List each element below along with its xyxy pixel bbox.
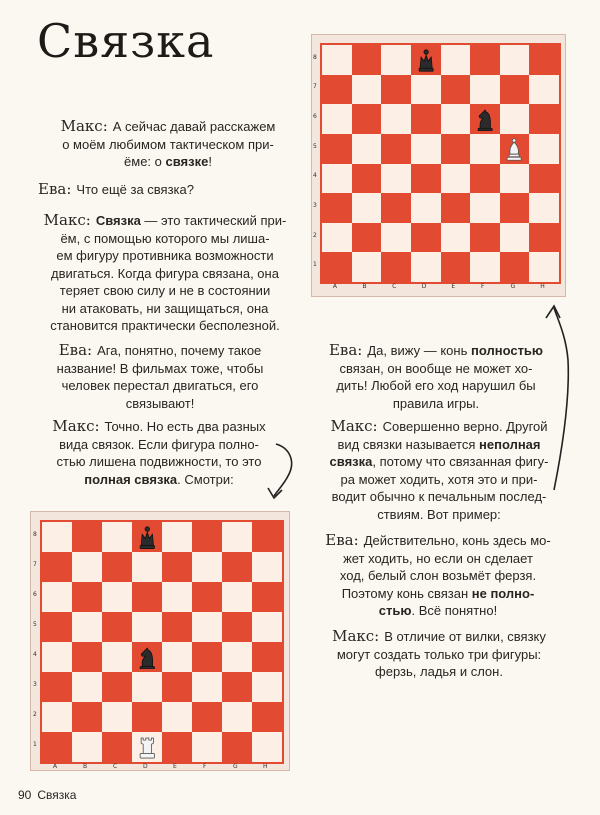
square-g5 [500,134,530,164]
square-f5 [470,134,500,164]
square-b6 [72,582,102,612]
rank-label: 2 [33,711,37,718]
square-e2 [162,702,192,732]
black-knight-icon [470,104,500,134]
square-c7 [102,552,132,582]
square-f8 [192,522,222,552]
square-g6 [222,582,252,612]
square-e7 [441,75,471,105]
square-h3 [529,193,559,223]
square-a1 [322,252,352,282]
file-label: F [480,283,485,290]
page-title: Связка [37,14,215,68]
rank-label: 5 [313,142,317,150]
file-label: F [203,763,207,770]
dialog-max-4: Макс: Совершенно верно. Другой вид связки называется неполная связка, потому что связанная фигу- ра может ходить, хотя это и при- водит обычно к печальным послед- ствиям. Вот пример: [329,417,549,522]
rank-label: 3 [33,681,37,688]
dialog-max-1: Макс: А сейчас давай расскажем о моём любимом тактическом при- ёме: о связке! [60,117,276,169]
square-d8 [411,45,441,75]
square-e1 [441,252,471,282]
square-e5 [441,134,471,164]
rank-label: 3 [313,201,317,209]
square-d5 [411,134,441,164]
file-label: C [392,283,397,290]
square-f7 [470,75,500,105]
file-label: E [451,283,456,290]
square-a5 [322,134,352,164]
square-h8 [252,522,282,552]
square-a7 [322,75,352,105]
square-g3 [500,193,530,223]
square-d6 [132,582,162,612]
square-a4 [42,642,72,672]
square-g4 [500,164,530,194]
square-h3 [252,672,282,702]
square-e1 [162,732,192,762]
square-g8 [222,522,252,552]
file-label: C [113,763,118,770]
square-a6 [42,582,72,612]
file-label: G [233,763,238,770]
square-c2 [102,702,132,732]
square-a4 [322,164,352,194]
square-g3 [222,672,252,702]
rank-label: 1 [313,261,317,269]
file-label: D [143,763,148,770]
square-d1 [132,732,162,762]
white-bishop-icon [500,134,530,164]
dialog-eva-1: Ева: Что ещё за связка? [38,180,194,198]
square-h7 [529,75,559,105]
black-queen-icon [132,522,162,552]
square-h1 [529,252,559,282]
square-c5 [381,134,411,164]
dialog-eva-4: Ева: Действительно, конь здесь мо- жет ходить, но если он сделает ход, белый слон возьмёт ферзя. Поэтому конь связан не полно- стью. Всё понятно! [325,531,551,618]
rank-label: 6 [313,113,317,121]
square-a2 [42,702,72,732]
square-b2 [72,702,102,732]
square-b3 [72,672,102,702]
square-b4 [72,642,102,672]
square-f1 [192,732,222,762]
square-d2 [411,223,441,253]
square-e6 [162,582,192,612]
file-label: E [173,763,177,770]
square-e7 [162,552,192,582]
rank-label: 2 [313,231,317,239]
speaker-max: Макс: [60,117,108,135]
chess-diagram-partial-pin [311,34,566,297]
square-c8 [381,45,411,75]
square-f7 [192,552,222,582]
square-h6 [252,582,282,612]
square-c4 [102,642,132,672]
dialog-max-2: Макс: Связка — это тактический при- ём, с помощью которого мы лиша- ем фигуру противника возможности двигаться. Когда фигура связана, она теряет свою силу и не в состоянии ни атаковать, ни защищаться, она становится практически бесполезной. [43,211,287,333]
square-g5 [222,612,252,642]
square-f8 [470,45,500,75]
square-d1 [411,252,441,282]
square-b3 [352,193,382,223]
file-label: B [83,763,88,770]
square-h2 [529,223,559,253]
square-b4 [352,164,382,194]
square-d4 [411,164,441,194]
square-h6 [529,104,559,134]
chess-board-grid [320,43,561,284]
square-d7 [132,552,162,582]
square-f5 [192,612,222,642]
square-c5 [102,612,132,642]
speaker-eva: Ева: [325,531,359,549]
arrow-to-right-board-icon [540,300,574,500]
file-label: D [421,283,427,290]
square-d2 [132,702,162,732]
square-b5 [352,134,382,164]
square-c2 [381,223,411,253]
rank-label: 6 [33,591,37,598]
file-label: A [332,283,337,290]
square-g2 [500,223,530,253]
square-c8 [102,522,132,552]
square-d6 [411,104,441,134]
square-e5 [162,612,192,642]
square-e3 [441,193,471,223]
dialog-eva-2: Ева: Ага, понятно, почему такое название! В фильмах тоже, чтобы человек перестал двигаться, его связывают! [56,341,264,411]
white-rook-icon [132,732,162,762]
square-c1 [381,252,411,282]
square-g6 [500,104,530,134]
square-d7 [411,75,441,105]
chess-diagram-full-pin [30,511,290,771]
speaker-eva: Ева: [328,341,363,359]
rank-label: 8 [33,531,37,538]
square-h5 [252,612,282,642]
square-b1 [352,252,382,282]
square-h5 [529,134,559,164]
black-queen-icon [411,45,441,75]
square-a2 [322,223,352,253]
square-e4 [162,642,192,672]
square-a6 [322,104,352,134]
dialog-max-5: Макс: В отличие от вилки, связку могут создать только три фигуры: ферзь, ладья и слон. [332,627,546,679]
file-label: H [263,763,268,770]
rank-label: 1 [33,741,37,748]
square-h8 [529,45,559,75]
square-b6 [352,104,382,134]
speaker-max: Макс: [52,417,100,435]
square-a3 [42,672,72,702]
square-g1 [500,252,530,282]
file-label: A [53,763,58,770]
square-c4 [381,164,411,194]
square-h4 [252,642,282,672]
square-f4 [470,164,500,194]
square-h2 [252,702,282,732]
speaker-max: Макс: [43,211,91,229]
square-g4 [222,642,252,672]
square-g7 [222,552,252,582]
square-h1 [252,732,282,762]
rank-label: 5 [33,621,37,628]
square-b7 [352,75,382,105]
square-f4 [192,642,222,672]
speaker-eva: Ева: [58,341,93,359]
square-a1 [42,732,72,762]
square-h7 [252,552,282,582]
square-f2 [192,702,222,732]
speaker-max: Макс: [330,417,378,435]
square-a5 [42,612,72,642]
square-f6 [192,582,222,612]
arrow-to-left-board-icon [262,440,304,502]
square-e8 [441,45,471,75]
dialog-eva-3: Ева: Да, вижу — конь полностью связан, он вообще не может хо- дить! Любой его ход нарушил бы правила игры. [328,341,544,411]
square-b8 [72,522,102,552]
square-c3 [102,672,132,702]
square-d4 [132,642,162,672]
rank-label: 7 [33,561,37,568]
square-b1 [72,732,102,762]
square-b5 [72,612,102,642]
square-c1 [102,732,132,762]
square-a8 [322,45,352,75]
square-b2 [352,223,382,253]
rank-label: 7 [313,83,317,91]
square-g8 [500,45,530,75]
file-label: H [540,283,545,290]
chess-board-grid [40,520,284,764]
speaker-max: Макс: [332,627,380,645]
footer-title: Связка [37,788,77,802]
file-label: B [362,283,367,290]
rank-label: 4 [313,172,317,180]
square-f2 [470,223,500,253]
black-knight-icon [132,642,162,672]
square-d3 [132,672,162,702]
square-b7 [72,552,102,582]
dialog-max-3: Макс: Точно. Но есть два разных вида связок. Если фигура полно- стью лишена подвижности, то это полная связка. Смотри: [52,417,266,487]
square-a7 [42,552,72,582]
rank-label: 4 [33,651,37,658]
square-g2 [222,702,252,732]
square-e3 [162,672,192,702]
square-c6 [381,104,411,134]
square-f6 [470,104,500,134]
square-e4 [441,164,471,194]
square-e8 [162,522,192,552]
square-e6 [441,104,471,134]
page-number: 90 [18,788,32,802]
file-label: G [510,283,516,290]
square-d8 [132,522,162,552]
square-f1 [470,252,500,282]
page-footer [18,788,76,802]
square-d3 [411,193,441,223]
speaker-eva: Ева: [38,180,72,198]
square-d5 [132,612,162,642]
rank-label: 8 [313,53,317,61]
square-e2 [441,223,471,253]
square-b8 [352,45,382,75]
square-a8 [42,522,72,552]
square-c7 [381,75,411,105]
square-f3 [470,193,500,223]
square-c6 [102,582,132,612]
square-g7 [500,75,530,105]
square-h4 [529,164,559,194]
square-a3 [322,193,352,223]
square-c3 [381,193,411,223]
square-g1 [222,732,252,762]
square-f3 [192,672,222,702]
